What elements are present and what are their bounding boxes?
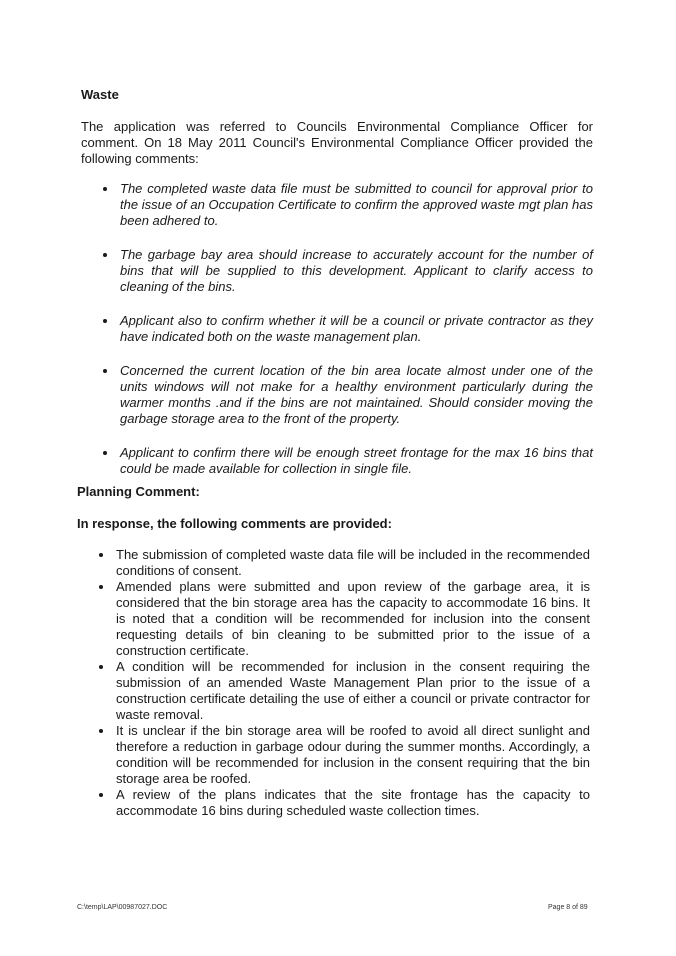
bullet-icon	[99, 793, 103, 797]
list-item-text: Applicant to confirm there will be enough street frontage for the max 16 bins that could be made available for collection in single file.	[120, 445, 593, 476]
waste-heading: Waste	[81, 87, 119, 102]
list-item-text: The garbage bay area should increase to accurately account for the number of bins that will be supplied to this development. Applicant to clarify access to cleaning of the bins.	[120, 247, 593, 294]
list-item	[116, 787, 590, 819]
list-item-text: The completed waste data file must be submitted to council for approval prior to the issue of an Occupation Certificate to confirm the approved waste mgt plan has been adhered to.	[120, 181, 593, 228]
bullet-icon	[103, 369, 107, 373]
footer-page-number: Page 8 of 89	[548, 904, 588, 911]
intro-paragraph: The application was referred to Councils Environmental Compliance Officer for comment. On 18 May 2011 Council's Environmental Compliance Officer provided the following comments:	[81, 119, 593, 166]
bullet-icon	[99, 729, 103, 733]
list-item	[116, 579, 590, 659]
bullet-icon	[103, 253, 107, 257]
bullet-icon	[99, 585, 103, 589]
list-item-text: A condition will be recommended for inclusion in the consent requiring the submission of an amended Waste Management Plan prior to the issue of a construction certificate detailing the use of either a council or private contractor for waste removal.	[116, 659, 590, 722]
list-item-text: Applicant also to confirm whether it will be a council or private contractor as they have indicated both on the waste management plan.	[120, 313, 593, 344]
list-item	[116, 723, 590, 787]
planning-comment-heading: Planning Comment:	[77, 484, 200, 499]
list-item	[120, 313, 593, 345]
officer-comments-list	[120, 181, 593, 477]
list-item-text: Concerned the current location of the bin area locate almost under one of the units windows will not make for a healthy environment particularly during the warmer months .and if the bins are not maintained. Should consider moving the garbage storage area to the front of the property.	[120, 363, 593, 426]
bullet-icon	[99, 553, 103, 557]
list-item-text: The submission of completed waste data file will be included in the recommended conditions of consent.	[116, 547, 590, 578]
list-item	[116, 659, 590, 723]
planning-responses-list	[116, 547, 590, 819]
response-heading: In response, the following comments are provided:	[77, 516, 392, 531]
list-item	[116, 547, 590, 579]
bullet-icon	[103, 319, 107, 323]
list-item	[120, 363, 593, 427]
bullet-icon	[103, 187, 107, 191]
list-item	[120, 445, 593, 477]
bullet-icon	[99, 665, 103, 669]
bullet-icon	[103, 451, 107, 455]
list-item-text: A review of the plans indicates that the site frontage has the capacity to accommodate 16 bins during scheduled waste collection times.	[116, 787, 590, 818]
list-item-text: It is unclear if the bin storage area will be roofed to avoid all direct sunlight and therefore a reduction in garbage odour during the summer months. Accordingly, a condition will be recommended for inclusion in the consent requiring that the bin storage area be roofed.	[116, 723, 590, 786]
list-item	[120, 247, 593, 295]
list-item-text: Amended plans were submitted and upon review of the garbage area, it is considered that the bin storage area has the capacity to accommodate 16 bins. It is noted that a condition will be recommended for inclusion into the consent requesting details of bin cleaning to be submitted prior to the issue of a construction certificate.	[116, 579, 590, 658]
footer-file-path: C:\temp\LAP\00987027.DOC	[77, 904, 168, 911]
list-item	[120, 181, 593, 229]
